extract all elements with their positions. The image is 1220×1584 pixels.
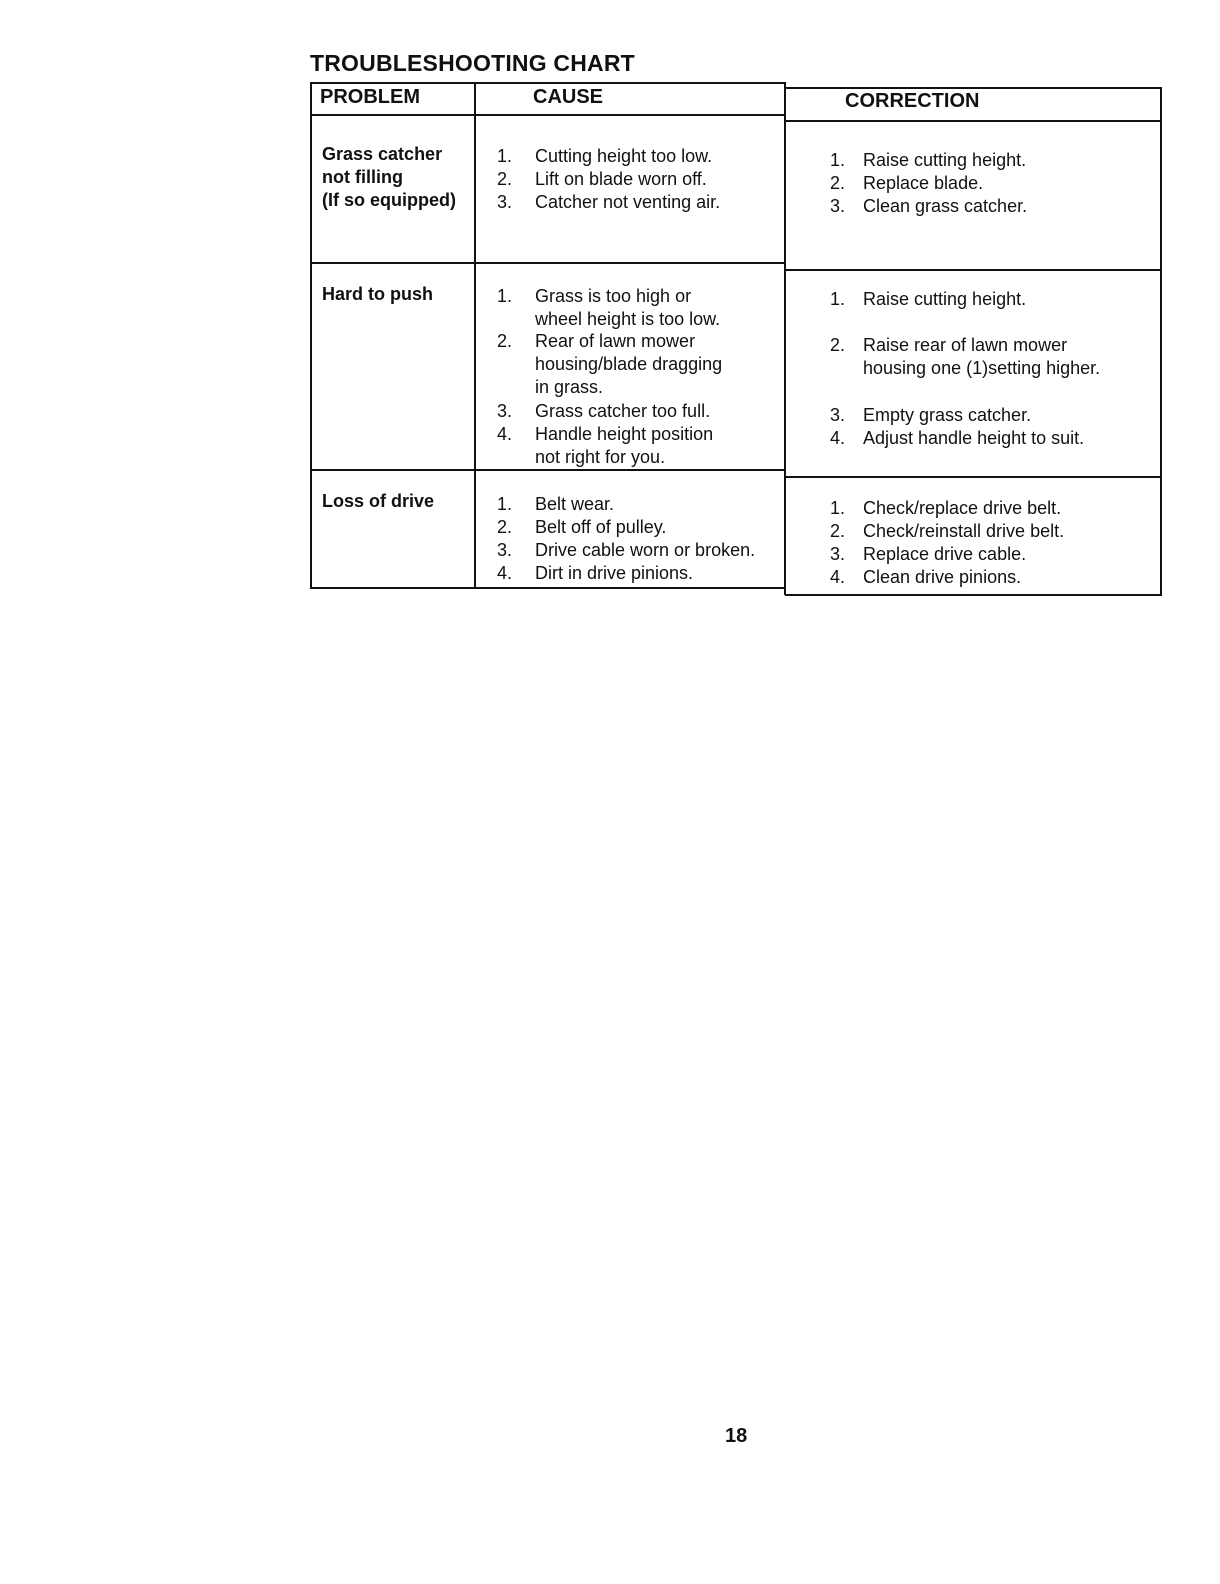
cause-item [497,168,707,191]
item-number: 3. [830,544,846,564]
column-divider [474,82,476,589]
correction-text: Empty grass catcher. [863,405,1032,425]
correction-item [830,497,1061,520]
correction-item [830,172,983,195]
header-correction: CORRECTION [845,90,980,112]
cause-text: Catcher not venting air. [535,192,721,212]
item-number: 2. [497,517,513,537]
item-number: 3. [830,196,846,216]
cause-text: Cutting height too low. [535,146,713,166]
row-separator [310,262,785,264]
table-bottom-border [310,587,785,589]
item-number: 4. [830,428,846,448]
cause-text: Grass catcher too full. [535,401,711,421]
page-number: 18 [725,1425,748,1447]
item-number: 2. [830,521,846,541]
cause-text: Dirt in drive pinions. [535,563,694,583]
item-number: 1. [497,494,513,514]
header-problem: PROBLEM [320,86,420,108]
cause-text: Rear of lawn mower [535,331,696,351]
correction-text: Raise cutting height. [863,289,1027,309]
cause-item [497,145,712,168]
table-left-border [310,82,312,589]
cause-text: Belt off of pulley. [535,517,667,537]
row-separator [785,269,1162,271]
cause-item [497,516,666,539]
correction-text: Raise rear of lawn mower [863,335,1068,355]
correction-text: Check/reinstall drive belt. [863,521,1065,541]
item-number: 4. [497,424,513,444]
cause-item [497,285,720,331]
item-number: 1. [830,289,846,309]
item-number: 2. [830,173,846,193]
column-divider [784,82,786,595]
table-bottom-border-right [785,594,1162,596]
correction-text: Check/replace drive belt. [863,498,1062,518]
cause-text: in grass. [535,377,604,397]
cause-text: Belt wear. [535,494,615,514]
cause-item [497,493,614,516]
correction-item [830,288,1026,311]
cause-item [497,562,693,585]
problem-text: Grass catcher [322,144,443,164]
correction-text: Clean grass catcher. [863,196,1028,216]
item-number: 2. [497,169,513,189]
correction-text: housing one (1)setting higher. [863,358,1101,378]
problem-cell [322,143,472,212]
item-number: 4. [497,563,513,583]
item-number: 3. [497,540,513,560]
cause-text: Grass is too high or [535,286,692,306]
row-separator [785,476,1162,478]
item-number: 1. [830,150,846,170]
table-top-border-right [785,87,1162,89]
header-bottom-rule-right [785,120,1162,122]
row-separator [310,469,785,471]
correction-item [830,149,1026,172]
problem-text: not filling [322,167,403,187]
table-top-border [310,82,785,84]
cause-text: wheel height is too low. [535,309,721,329]
cause-text: housing/blade dragging [535,354,723,374]
correction-text: Replace blade. [863,173,984,193]
header-cause: CAUSE [533,86,604,108]
item-number: 3. [497,401,513,421]
cause-item [497,191,720,214]
cause-text: Handle height position [535,424,714,444]
cause-item [497,330,722,399]
correction-item [830,195,1027,218]
item-number: 2. [830,335,846,355]
problem-text: Loss of drive [322,491,435,511]
correction-text: Adjust handle height to suit. [863,428,1085,448]
item-number: 3. [497,192,513,212]
item-number: 1. [497,146,513,166]
item-number: 4. [830,567,846,587]
header-bottom-rule [310,114,785,116]
item-number: 1. [830,498,846,518]
item-number: 2. [497,331,513,351]
correction-text: Clean drive pinions. [863,567,1022,587]
cause-item [497,400,710,423]
correction-text: Raise cutting height. [863,150,1027,170]
correction-item [830,404,1031,427]
cause-text: Lift on blade worn off. [535,169,707,189]
item-number: 1. [497,286,513,306]
correction-item [830,520,1064,543]
problem-cell [322,490,472,513]
cause-item [497,539,755,562]
correction-text: Replace drive cable. [863,544,1027,564]
cause-text: Drive cable worn or broken. [535,540,756,560]
cause-text: not right for you. [535,447,666,467]
cause-item [497,423,713,469]
chart-title: TROUBLESHOOTING CHART [310,50,635,76]
correction-item [830,427,1084,450]
problem-text: Hard to push [322,284,433,304]
correction-item [830,543,1026,566]
item-number: 3. [830,405,846,425]
problem-text: (If so equipped) [322,190,456,210]
correction-item [830,334,1100,380]
table-right-border [1160,87,1162,596]
correction-item [830,566,1021,589]
problem-cell [322,283,472,306]
